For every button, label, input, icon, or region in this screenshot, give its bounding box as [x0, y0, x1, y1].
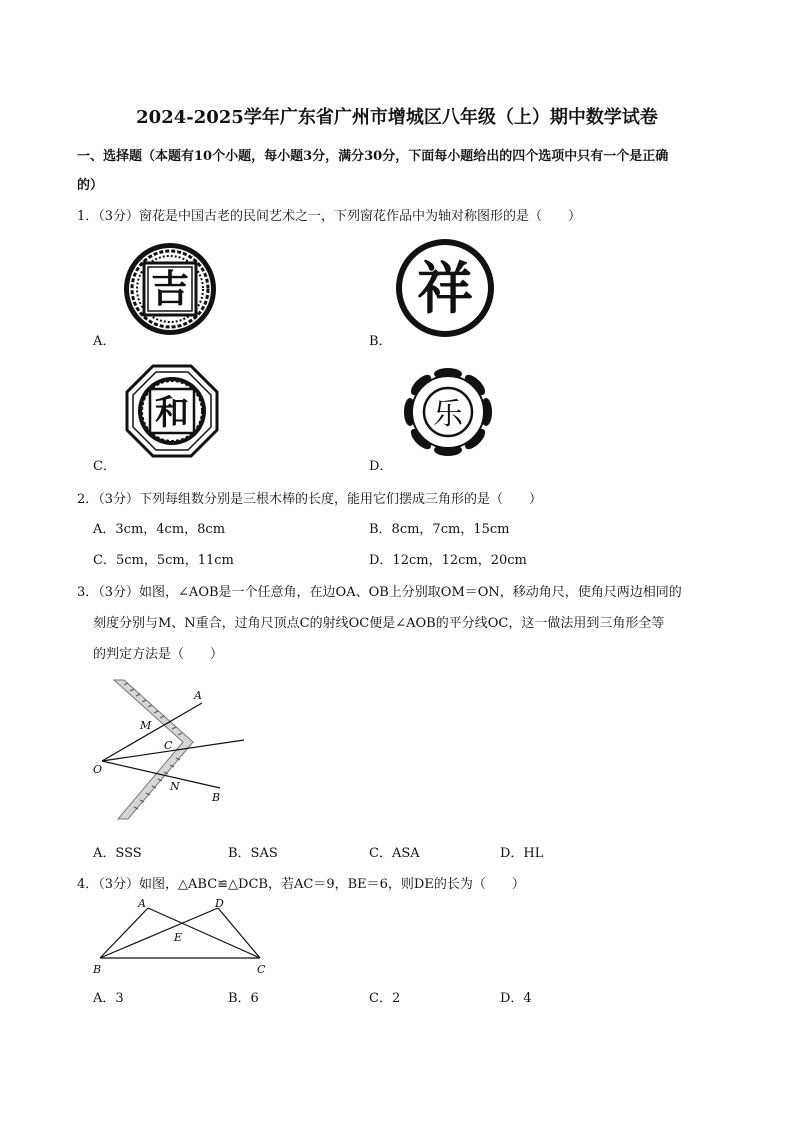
q4-option-a: A．3 [93, 991, 124, 1006]
paper-title: 2024-2025学年广东省广州市增城区八年级（上）期中数学试卷 [136, 107, 658, 128]
q2-option-c: C．5cm，5cm，11cm [93, 553, 234, 568]
q4-figure [88, 894, 278, 978]
section-heading-line2: 的） [77, 178, 104, 193]
q1-option-d-label: D． [369, 459, 393, 474]
q1-option-a-glyph: 吉 [150, 266, 190, 311]
q4-label-c: C [257, 963, 266, 976]
q3-label-a: A [194, 689, 202, 702]
q3-option-a: A．SSS [93, 846, 142, 861]
q3-stem-line1: 3．（3分）如图，∠AOB是一个任意角，在边OA、OB上分别取OM＝ON，移动角尺，使角尺两边相同的 [77, 585, 682, 600]
q1-option-d-glyph: 乐 [433, 397, 463, 432]
q2-option-a: A．3cm，4cm，8cm [93, 522, 226, 537]
q4-label-b: B [93, 963, 102, 976]
q4-label-a: A [138, 897, 146, 910]
q1-stem: 1．（3分）窗花是中国古老的民间艺术之一，下列窗花作品中为轴对称图形的是（ ） [77, 209, 582, 224]
q1-option-d-figure [401, 365, 495, 459]
q1-option-a-label: A． [93, 334, 116, 349]
q3-option-c: C．ASA [369, 846, 420, 861]
q1-option-b-glyph: 祥 [417, 256, 473, 322]
q4-stem: 4．（3分）如图，△ABC≌△DCB，若AC＝9，BE＝6，则DE的长为（ ） [77, 877, 525, 892]
q3-stem-line2: 刻度分别与M、N重合，过角尺顶点C的射线OC便是∠AOB的平分线OC，这一做法用到三角形全等 [93, 616, 665, 631]
q1-option-c-glyph: 和 [155, 393, 189, 433]
q3-stem-line3: 的判定方法是（ ） [93, 647, 224, 662]
q3-label-b: B [212, 791, 221, 804]
q4-label-e: E [174, 931, 183, 944]
q3-label-n: N [170, 780, 180, 793]
q2-option-d: D．12cm，12cm，20cm [369, 553, 527, 568]
q4-option-d: D．4 [500, 991, 532, 1006]
q1-option-b-label: B． [369, 334, 392, 349]
q3-label-c: C [164, 739, 173, 752]
q4-option-b: B．6 [228, 991, 259, 1006]
q1-option-c-label: C． [93, 459, 116, 474]
q4-label-d: D [215, 897, 224, 910]
q4-option-c: C．2 [369, 991, 401, 1006]
q1-option-b-figure [393, 236, 497, 340]
q2-option-b: B．8cm，7cm，15cm [369, 522, 510, 537]
section-heading-line1: 一、选择题（本题有10个小题，每小题3分，满分30分，下面每小题给出的四个选项中只有一个是正确 [77, 149, 669, 164]
q3-option-b: B．SAS [228, 846, 278, 861]
q2-stem: 2．（3分）下列每组数分别是三根木棒的长度，能用它们摆成三角形的是（ ） [77, 492, 543, 507]
q3-label-o: O [93, 763, 103, 776]
q1-option-c-figure [125, 364, 219, 458]
q1-option-a-figure [121, 240, 219, 338]
q3-figure [90, 677, 250, 822]
q3-option-d: D．HL [500, 846, 544, 861]
q3-label-m: M [140, 719, 152, 732]
